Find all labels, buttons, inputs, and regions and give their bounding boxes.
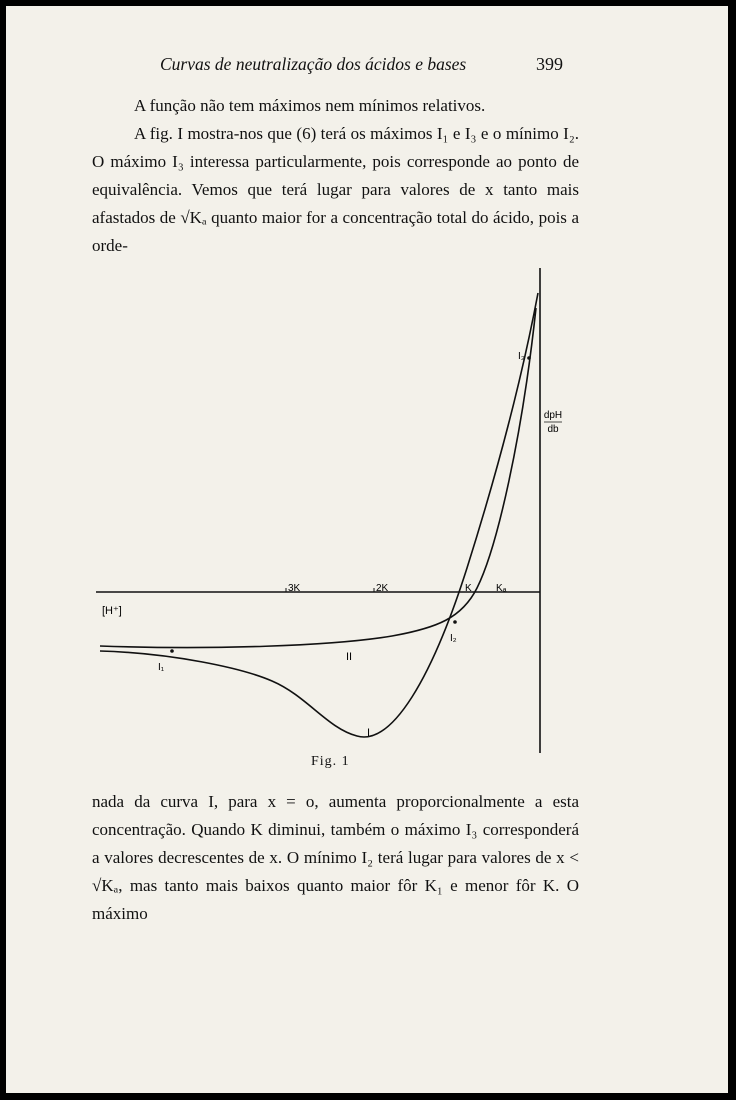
tick-3k-label: 3K [288, 583, 301, 594]
curve-i-label: I [367, 727, 371, 739]
point-i3-marker [527, 356, 531, 360]
curve-ii [100, 308, 536, 648]
figure-1 [92, 258, 562, 768]
curve-i [100, 293, 538, 737]
running-title: Curvas de neutralização dos ácidos e bases [160, 54, 467, 74]
tick-ka-label: Kₐ [496, 583, 507, 594]
page-number: 399 [536, 54, 563, 74]
h-plus-label: [H⁺] [102, 605, 122, 617]
tick-k-label: K [465, 583, 472, 594]
point-i1-marker [170, 649, 174, 653]
point-i1-label: I₁ [158, 662, 165, 673]
text-block-top [92, 92, 579, 260]
tick-2k-label: 2K [376, 583, 389, 594]
point-i2-label: I₂ [450, 633, 457, 644]
figure-caption: Fig. 1 [311, 754, 350, 769]
y-axis-label-bottom: db [547, 424, 559, 435]
paragraph: A função não tem máximos nem mínimos relativos. [134, 96, 486, 115]
point-i2-marker [453, 620, 457, 624]
page-header [6, 54, 728, 84]
figure-plot [92, 258, 562, 768]
y-axis-label-top: dpH [543, 410, 562, 421]
text-block-bottom [92, 788, 579, 928]
book-page [6, 6, 728, 1093]
paragraph: nada da curva I, para x = o, aumenta proporcionalmente a esta concentração. Quando K diminui, também o máximo I₃ corresponderá a valores decrescentes de x. O mínimo I₂ terá lugar para valores de x < √Kₐ, mas tanto mais baixos quanto maior fôr K₁ e menor fôr K. O máximo [92, 792, 579, 923]
curve-ii-label: II [346, 651, 353, 663]
point-i3-label: I₃ [518, 351, 525, 362]
paragraph: A fig. I mostra-nos que (6) terá os máximos I₁ e I₃ e o mínimo I₂. O máximo I₃ interessa particularmente, pois corresponde ao ponto de equivalência. Vemos que terá lugar para valores de x tanto mais afastados de √Kₐ quanto maior for a concentração total do ácido, pois a orde- [92, 124, 579, 255]
